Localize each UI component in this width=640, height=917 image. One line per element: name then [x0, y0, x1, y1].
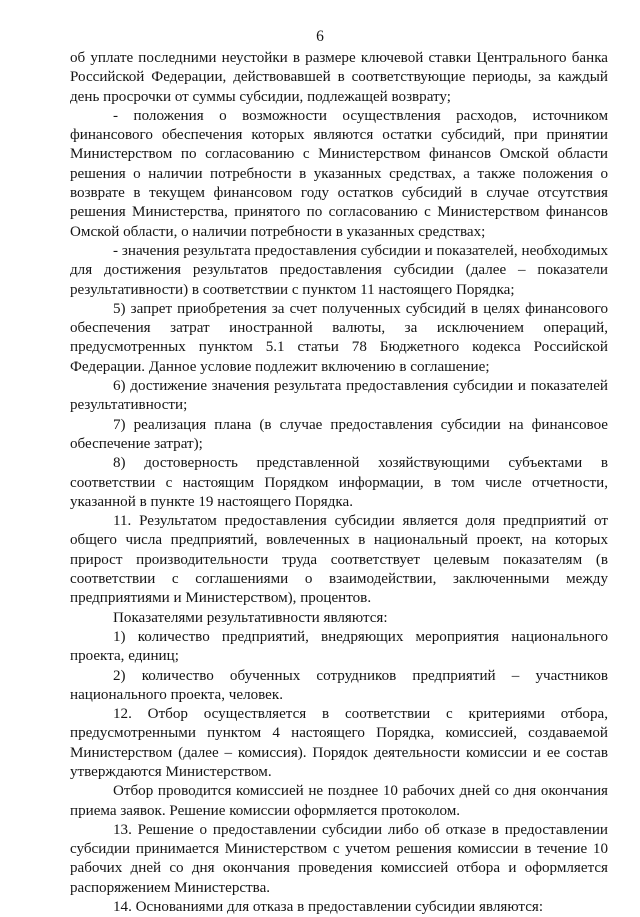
document-body [70, 49, 608, 917]
paragraph-3: - значения результата предоставления субсидии и показателей, необходимых для достижения результатов предоставления субсидии (далее – показатели результативности) в соответствии с пунктом 11 настоящего Порядка; [70, 242, 608, 298]
paragraph-7: 8) достоверность представленной хозяйствующими субъектами в соответствии с настоящим Порядком информации, в том числе отчетности, указанной в пункте 19 настоящего Порядка. [70, 455, 608, 510]
paragraph-2: - положения о возможности осуществления расходов, источником финансового обеспечения которых являются остатки субсидий, при принятии Министерством по согласованию с Министерством финансов Омской области решения о наличии потребности в указанных средствах, а также положения о возврате в текущем финансовом году остатков субсидий в случае отсутствия решения Министерства, принятого по согласованию с Министерством финансов Омской области, о наличии потребности в указанных средствах; [70, 107, 608, 240]
paragraph-15: 14. Основаниями для отказа в предоставлении субсидии являются: [113, 899, 544, 916]
paragraph-8: 11. Результатом предоставления субсидии является доля предприятий от общего числа предприятий, вовлеченных в национальный проект, на которых прирост производительности труда соответствует целевым показателям (в соответствии с соглашениями о взаимодействии, заключенными между предприятиями и Министерством), процентов. [70, 513, 608, 607]
paragraph-1: об уплате последними неустойки в размере ключевой ставки Центрального банка Российской Федерации, действовавшей в соответствующие периоды, за каждый день просрочки от суммы субсидии, подлежащей возврату; [70, 50, 608, 105]
paragraph-5: 6) достижение значения результата предоставления субсидии и показателей результативности; [70, 378, 608, 414]
paragraph-10: 1) количество предприятий, внедряющих мероприятия национального проекта, единиц; [70, 628, 608, 665]
paragraph-4: 5) запрет приобретения за счет полученных субсидий в целях финансового обеспечения затрат иностранной валюты, за исключением операций, предусмотренных пунктом 5.1 статьи 78 Бюджетного кодекса Российской Федерации. Данное условие подлежит включению в соглашение; [70, 300, 608, 375]
paragraph-13: Отбор проводится комиссией не позднее 10 рабочих дней со дня окончания приема заявок. Решение комиссии оформляется протоколом. [70, 783, 608, 819]
paragraph-12: 12. Отбор осуществляется в соответствии с критериями отбора, предусмотренными пунктом 4 настоящего Порядка, комиссией, создаваемой Министерством (далее – комиссия). Порядок деятельности комиссии и ее состав утверждаются Министерством. [70, 706, 608, 780]
page-number: 6 [316, 28, 324, 45]
paragraph-14: 13. Решение о предоставлении субсидии либо об отказе в предоставлении субсидии принимается Министерством с учетом решения комиссии в течение 10 рабочих дней со дня окончания проведения комиссией отбора и оформляется распоряжением Министерства. [70, 821, 608, 896]
paragraph-6: 7) реализация плана (в случае предоставления субсидии на финансовое обеспечение затрат); [70, 416, 608, 452]
paragraph-9: Показателями результативности являются: [113, 609, 388, 626]
paragraph-11: 2) количество обученных сотрудников предприятий – участников национального проекта, человек. [70, 667, 608, 703]
